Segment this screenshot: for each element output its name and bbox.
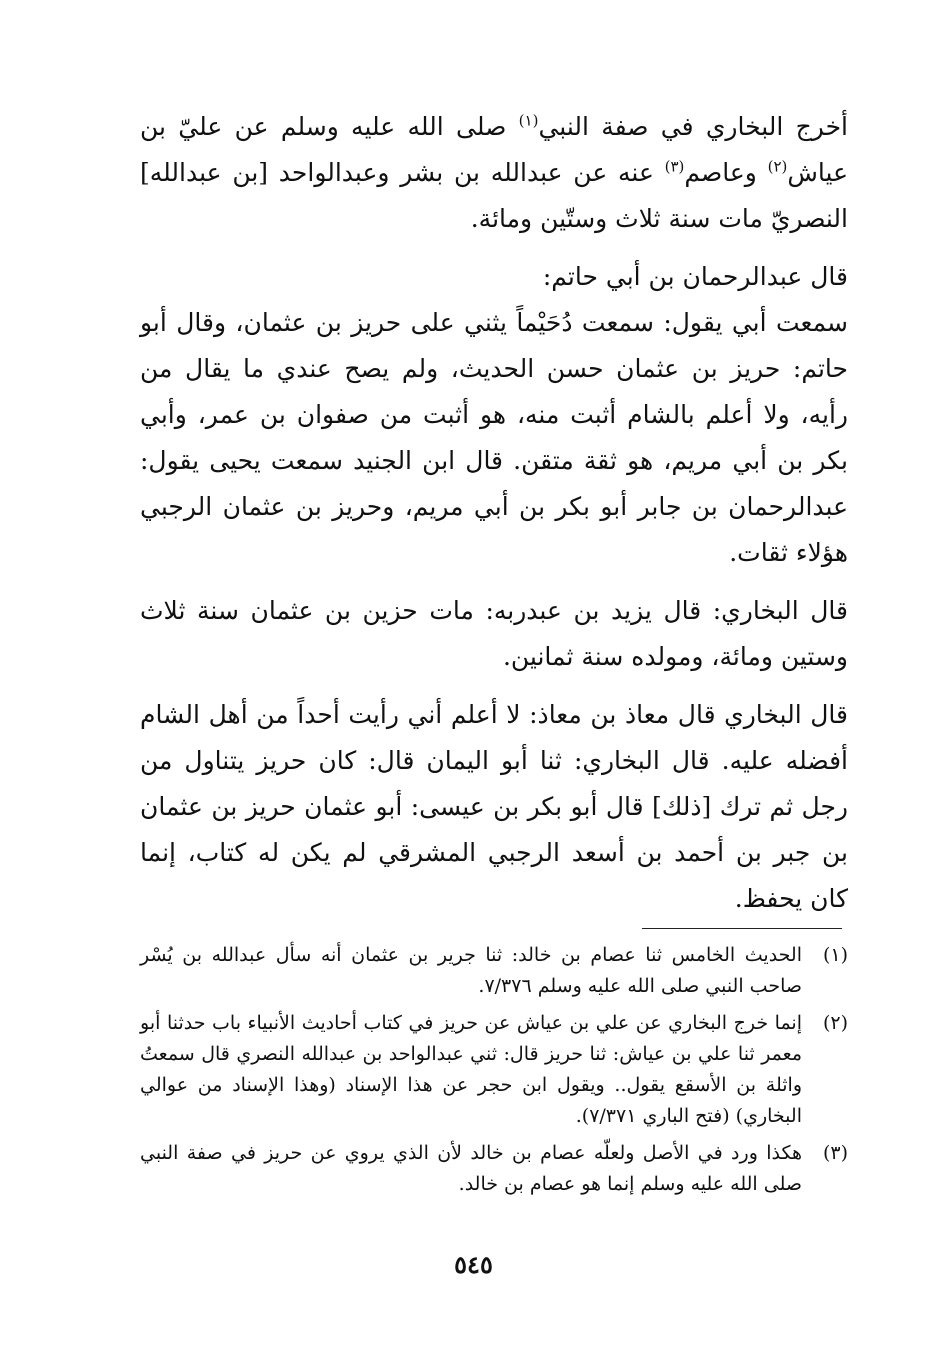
footnote-2 [140, 1008, 848, 1132]
paragraph-4: قال البخاري: قال يزيد بن عبدربه: مات حزين بن عثمان سنة ثلاث وستين ومائة، ومولده سنة ثمانين. [140, 596, 848, 671]
footnote-text: هكذا ورد في الأصل ولعلّه عصام بن خالد لأن الذي يروي عن حريز في صفة النبي صلى الله عليه وسلم إنما هو عصام بن خالد. [140, 1142, 802, 1195]
footnote-text: الحديث الخامس ثنا عصام بن خالد: ثنا جرير بن عثمان أنه سأل عبدالله بن يُسْر صاحب النبي صلى الله عليه وسلم ٧/٣٧٦. [140, 944, 802, 997]
main-text-block [140, 104, 848, 922]
footnote-number: (١) [822, 944, 848, 966]
footnote-3 [140, 1138, 848, 1200]
footnote-number: (٢) [822, 1012, 848, 1034]
footnote-text: إنما خرج البخاري عن علي بن عياش عن حريز في كتاب أحاديث الأنبياء باب حدثنا أبو معمر ثنا علي بن عياش: ثنا حريز قال: ثني عبدالواحد بن عبدالله النصري قال سمعتُ واثلة بن الأسقع يقول.. ويقول ابن حجر عن هذا الإسناد (وهذا الإسناد من عوالي البخاري) (فتح الباري ٧/٣٧١). [140, 1012, 802, 1127]
footnote-ref-2: (٢) [767, 157, 788, 176]
paragraph-1-text-a: أخرج البخاري في صفة النبي [538, 112, 848, 141]
footnotes-section [140, 940, 848, 1206]
paragraph-2: قال عبدالرحمان بن أبي حاتم: [542, 262, 848, 291]
paragraph-1-text-b: صلى الله عليه وسلم عن عليّ بن عياش [140, 112, 848, 187]
footnote-ref-3: (٣) [664, 157, 685, 176]
footnote-number: (٣) [822, 1142, 848, 1164]
paragraph-1-text-c: وعاصم [684, 158, 768, 187]
footnote-divider [642, 928, 842, 929]
paragraph-1 [140, 104, 848, 242]
paragraph-1-text-d: عنه عن عبدالله بن بشر وعبدالواحد [بن عبدالله] النصريّ مات سنة ثلاث وستّين ومائة. [140, 158, 848, 233]
footnote-ref-1: (١) [518, 111, 539, 130]
page-number: ٥٤٥ [454, 1250, 493, 1279]
footnote-1 [140, 940, 848, 1002]
paragraph-3: سمعت أبي يقول: سمعت دُحَيْماً يثني على حريز بن عثمان، وقال أبو حاتم: حريز بن عثمان حسن الحديث، ولم يصح عندي ما يقال من رأيه، ولا أعلم بالشام أثبت منه، هو أثبت من صفوان بن عمر، وأبي بكر بن أبي مريم، هو ثقة متقن. قال ابن الجنيد سمعت يحيى يقول: عبدالرحمان بن جابر أبو بكر بن أبي مريم، وحريز بن عثمان الرجبي هؤلاء ثقات. [140, 308, 848, 567]
paragraph-5: قال البخاري قال معاذ بن معاذ: لا أعلم أني رأيت أحداً من أهل الشام أفضله عليه. قال البخاري: ثنا أبو اليمان قال: كان حريز يتناول من رجل ثم ترك [ذلك] قال أبو بكر بن عيسى: أبو عثمان حريز بن عثمان بن جبر بن أحمد بن أسعد الرجبي المشرقي لم يكن له كتاب، إنما كان يحفظ. [140, 700, 848, 913]
